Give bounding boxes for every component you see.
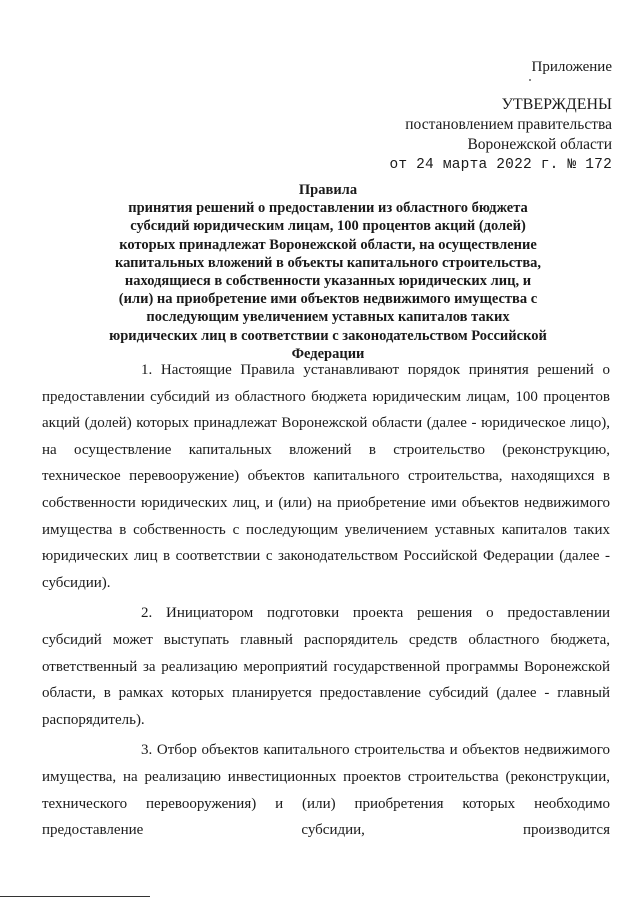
appendix-label: Приложение	[531, 59, 612, 75]
title-line-2: принятия решений о предоставлении из областного бюджета субсидий юридическим лицам, 100 процентов акций (долей) которых принадлежат Воронежской области, на осуществление капитальных вложений в объекты капитального строительства, находящиеся в собственности указанных юридических лиц, и (или) на приобретение ими объектов недвижимого имущества с последующим увеличением уставных капиталов таких юридических лиц в соответствии с законодательством Российской Федерации	[109, 200, 547, 362]
approved-line-2: Воронежской области	[467, 136, 612, 153]
paragraph-2: 2. Инициатором подготовки проекта решения о предоставлении субсидий может выступать главный распорядитель средств областного бюджета, ответственный за реализацию мероприятий государственной программы Воронежской области, в рамках которых планируется предоставление субсидий (далее - главный распорядитель).	[42, 605, 610, 728]
approved-heading: УТВЕРЖДЕНЫ	[501, 96, 612, 113]
paragraph-1: 1. Настоящие Правила устанавливают порядок принятия решений о предоставлении субсидий из областного бюджета юридическим лицам, 100 процентов акций (долей) которых принадлежат Воронежской области (далее - юридическое лицо), на осуществление капитальных вложений в строительство (реконструкцию, техническое перевооружение) объектов капитального строительства, находящихся в собственности юридических лиц, и (или) на приобретение ими объектов недвижимого имущества в собственность с последующим увеличением уставных капиталов таких юридических лиц в соответствии с законодательством Российской Федерации (далее - субсидии).	[42, 362, 610, 591]
document-title	[108, 181, 548, 363]
paragraph-3: 3. Отбор объектов капитального строительства и объектов недвижимого имущества, на реализацию инвестиционных проектов строительства (реконструкции, технического перевооружения) и (или) приобретения которых необходимо предоставление субсидии, производится	[42, 742, 610, 839]
approval-block	[389, 95, 612, 175]
footer-rule	[0, 896, 150, 897]
scan-dot	[529, 79, 531, 81]
approved-line-1: постановлением правительства	[405, 116, 612, 133]
title-line-1: Правила	[298, 182, 358, 198]
document-body	[42, 357, 610, 848]
approval-date: от 24 марта 2022 г. № 172	[389, 157, 612, 173]
